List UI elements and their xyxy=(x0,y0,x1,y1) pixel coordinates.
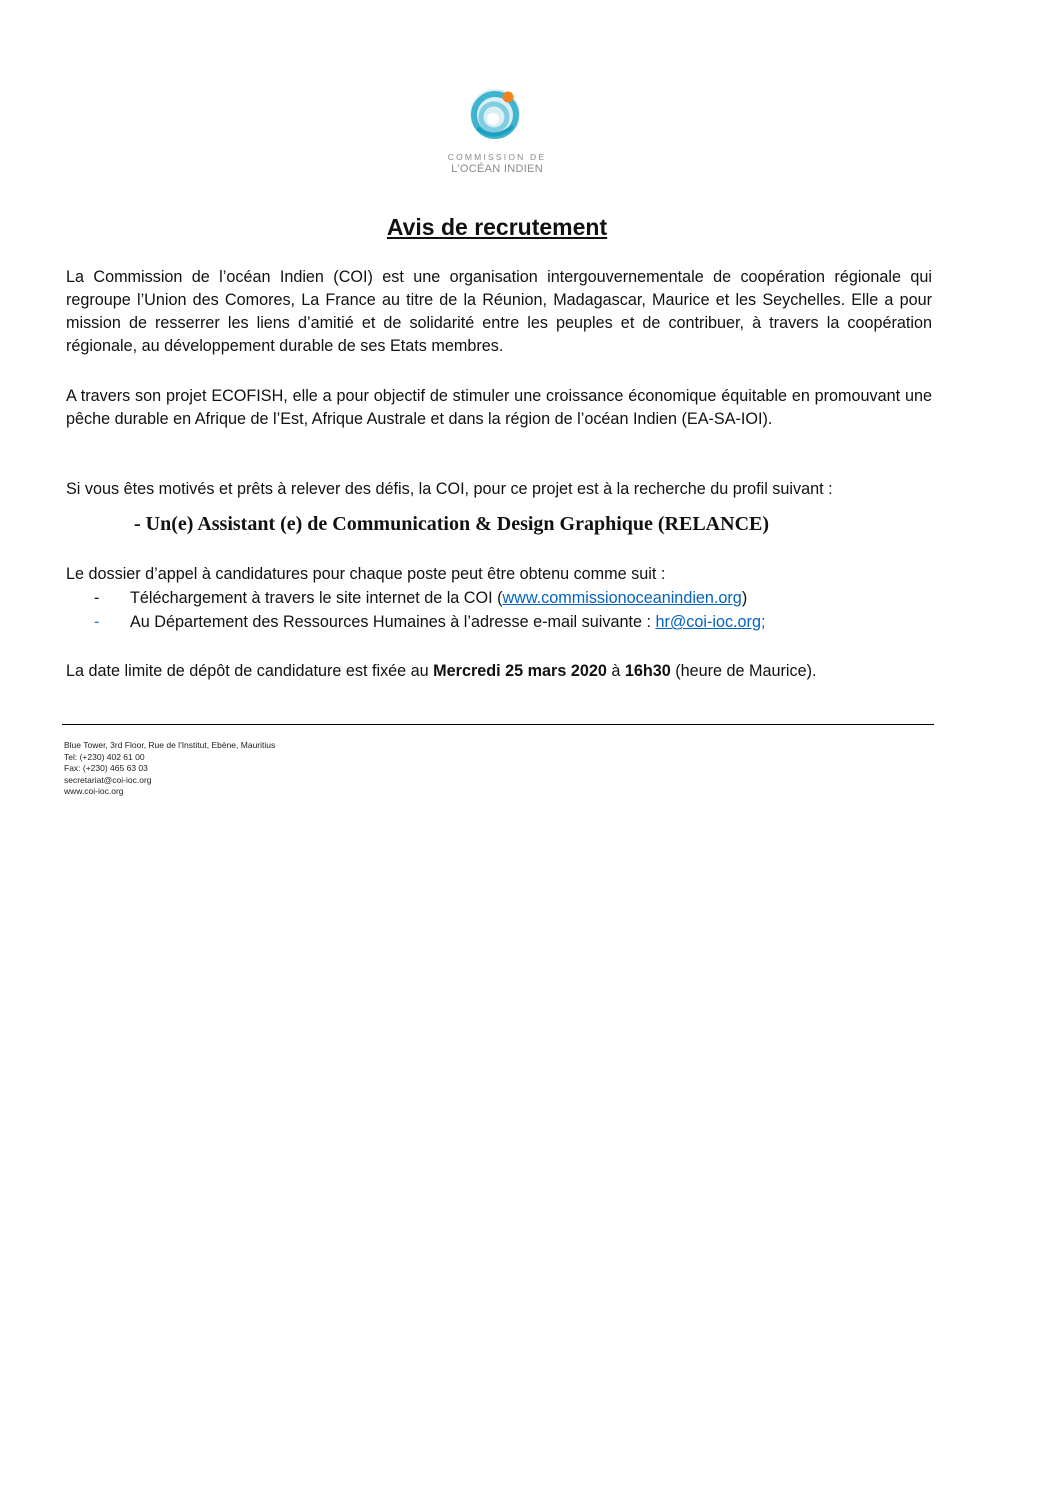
logo-text-line2: L'OCÉAN INDIEN xyxy=(451,163,543,175)
bullet-text-end: ) xyxy=(741,589,748,607)
email-link[interactable]: hr@coi-ioc.org; xyxy=(655,613,766,631)
deadline-date: Mercredi 25 mars 2020 xyxy=(433,662,607,680)
bullet-dash: - xyxy=(94,589,100,607)
profile-paragraph: Si vous êtes motivés et prêts à relever des défis, la COI, pour ce projet est à la recherche du profil suivant : xyxy=(66,480,833,498)
footer-fax: Fax: (+230) 465 63 03 xyxy=(64,763,148,773)
footer-address: Blue Tower, 3rd Floor, Rue de l'Institut, Ebène, Mauritius xyxy=(64,740,276,750)
logo-text-line1: COMMISSION DE xyxy=(447,152,547,162)
deadline-time: 16h30 xyxy=(624,662,671,680)
bullet-text: Téléchargement à travers le site internet de la COI ( xyxy=(130,589,503,607)
position-title: - Un(e) Assistant (e) de Communication & Design Graphique (RELANCE) xyxy=(134,513,770,535)
intro-paragraph: La Commission de l’océan Indien (COI) est une organisation intergouvernementale de coopération régionale qui regroupe l’Union des Comores, La France au titre de la Réunion, Madagascar, Maurice et les Seychelles. Elle a pour mission de resserrer les liens d’amitié et de solidarité entre les peuples et de contribuer, à travers la coopération régionale, au développement durable de ses Etats membres. xyxy=(66,268,932,355)
list-item-download xyxy=(94,586,954,610)
footer-divider xyxy=(62,724,934,725)
deadline-paragraph xyxy=(66,660,932,683)
footer-tel: Tel: (+230) 402 61 00 xyxy=(64,751,145,762)
coi-logo-emblem-icon xyxy=(437,84,557,150)
page-title: Avis de recrutement xyxy=(386,214,608,240)
website-link[interactable]: www.commissionoceanindien.org xyxy=(502,589,742,607)
deadline-note: (heure de Maurice). xyxy=(670,662,817,680)
project-paragraph: A travers son projet ECOFISH, elle a pour objectif de stimuler une croissance économique équitable en promouvant une pêche durable en Afrique de l’Est, Afrique Australe et dans la région de l’océan Indien (EA-SA-IOI). xyxy=(66,387,932,428)
footer-website: www.coi-ioc.org xyxy=(64,786,124,796)
footer-email: secretariat@coi-ioc.org xyxy=(64,774,152,785)
application-methods-list xyxy=(94,586,954,634)
deadline-text: La date limite de dépôt de candidature est fixée au xyxy=(66,662,434,680)
coi-logo xyxy=(437,84,557,180)
application-paragraph: Le dossier d’appel à candidatures pour chaque poste peut être obtenu comme suit : xyxy=(66,565,666,583)
bullet-text: Au Département des Ressources Humaines à l’adresse e-mail suivante : xyxy=(130,613,656,631)
deadline-connector: à xyxy=(606,662,625,680)
footer-contact xyxy=(64,740,275,798)
bullet-dash: - xyxy=(94,613,100,631)
list-item-email xyxy=(94,610,954,634)
